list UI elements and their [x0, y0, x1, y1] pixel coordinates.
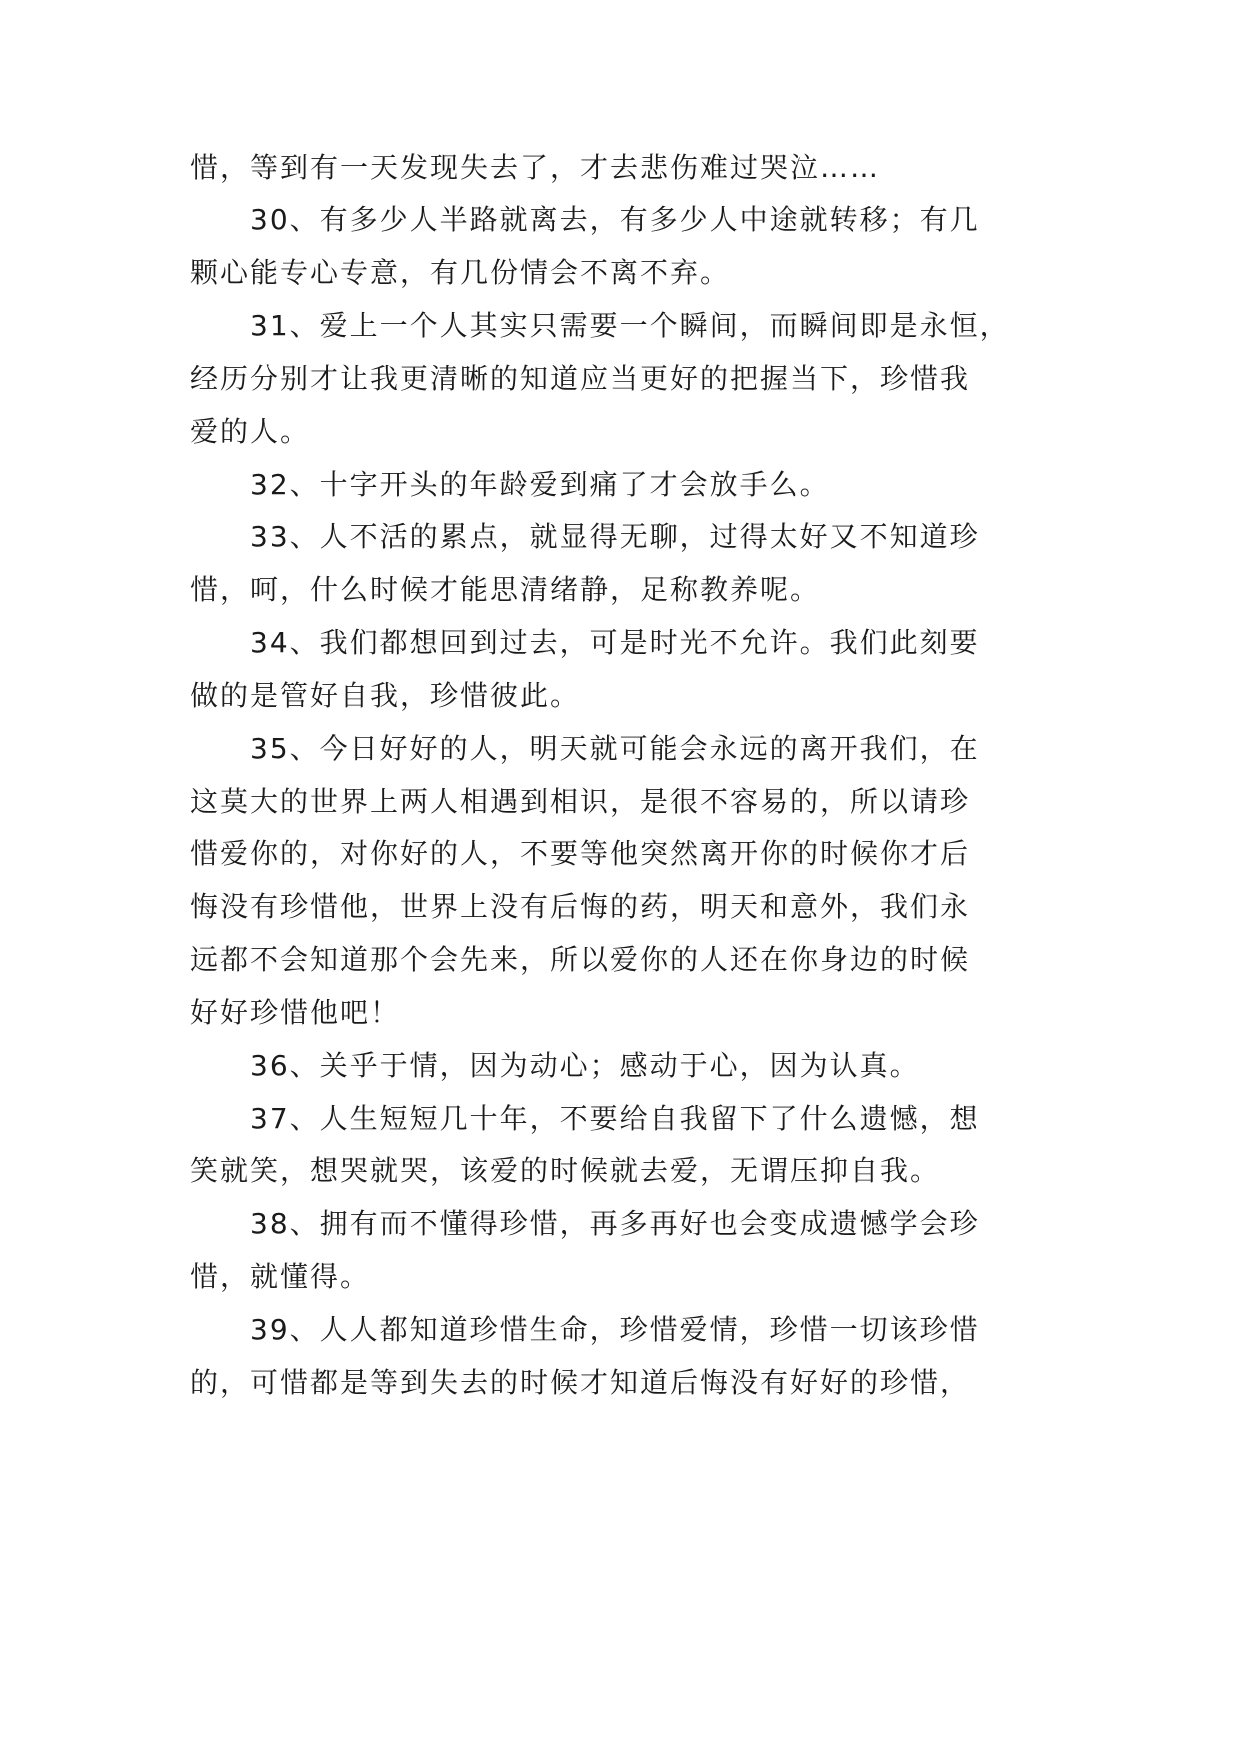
- paragraph-34-line: 34、我们都想回到过去，可是时光不允许。我们此刻要: [250, 626, 980, 659]
- text-line: 的，可惜都是等到失去的时候才知道后悔没有好好的珍惜，: [190, 1366, 971, 1399]
- text-line: 惜爱你的，对你好的人，不要等他突然离开你的时候你才后: [190, 837, 971, 870]
- paragraph-33-line: 33、人不活的累点，就显得无聊，过得太好又不知道珍: [250, 520, 980, 553]
- text-line: 爱的人。: [190, 415, 311, 448]
- paragraph-38-line: 38、拥有而不懂得珍惜，再多再好也会变成遗憾学会珍: [250, 1207, 980, 1240]
- text-line: 惜，就懂得。: [190, 1260, 371, 1293]
- paragraph-39-line: 39、人人都知道珍惜生命，珍惜爱情，珍惜一切该珍惜: [250, 1313, 980, 1346]
- text-line: 远都不会知道那个会先来，所以爱你的人还在你身边的时候: [190, 943, 971, 976]
- text-line: 惜，呵，什么时候才能思清绪静，足称教养呢。: [190, 573, 821, 606]
- paragraph-32-line: 32、十字开头的年龄爱到痛了才会放手么。: [250, 468, 830, 501]
- paragraph-30-line: 30、有多少人半路就离去，有多少人中途就转移；有几: [250, 203, 980, 236]
- text-line: 悔没有珍惜他，世界上没有后悔的药，明天和意外，我们永: [190, 890, 971, 923]
- text-line: 好好珍惜他吧！: [190, 996, 401, 1029]
- text-line: 笑就笑，想哭就哭，该爱的时候就去爱，无谓压抑自我。: [190, 1154, 941, 1187]
- text-line: 经历分别才让我更清晰的知道应当更好的把握当下，珍惜我: [190, 362, 971, 395]
- paragraph-31-line: 31、爱上一个人其实只需要一个瞬间，而瞬间即是永恒，: [250, 309, 1010, 342]
- text-line: 惜，等到有一天发现失去了，才去悲伤难过哭泣……: [190, 151, 881, 184]
- paragraph-36-line: 36、关乎于情，因为动心；感动于心，因为认真。: [250, 1049, 920, 1082]
- paragraph-37-line: 37、人生短短几十年，不要给自我留下了什么遗憾，想: [250, 1102, 980, 1135]
- text-line: 做的是管好自我，珍惜彼此。: [190, 679, 581, 712]
- paragraph-35-line: 35、今日好好的人，明天就可能会永远的离开我们，在: [250, 732, 980, 765]
- text-line: 颗心能专心专意，有几份情会不离不弃。: [190, 256, 731, 289]
- text-line: 这莫大的世界上两人相遇到相识，是很不容易的，所以请珍: [190, 785, 971, 818]
